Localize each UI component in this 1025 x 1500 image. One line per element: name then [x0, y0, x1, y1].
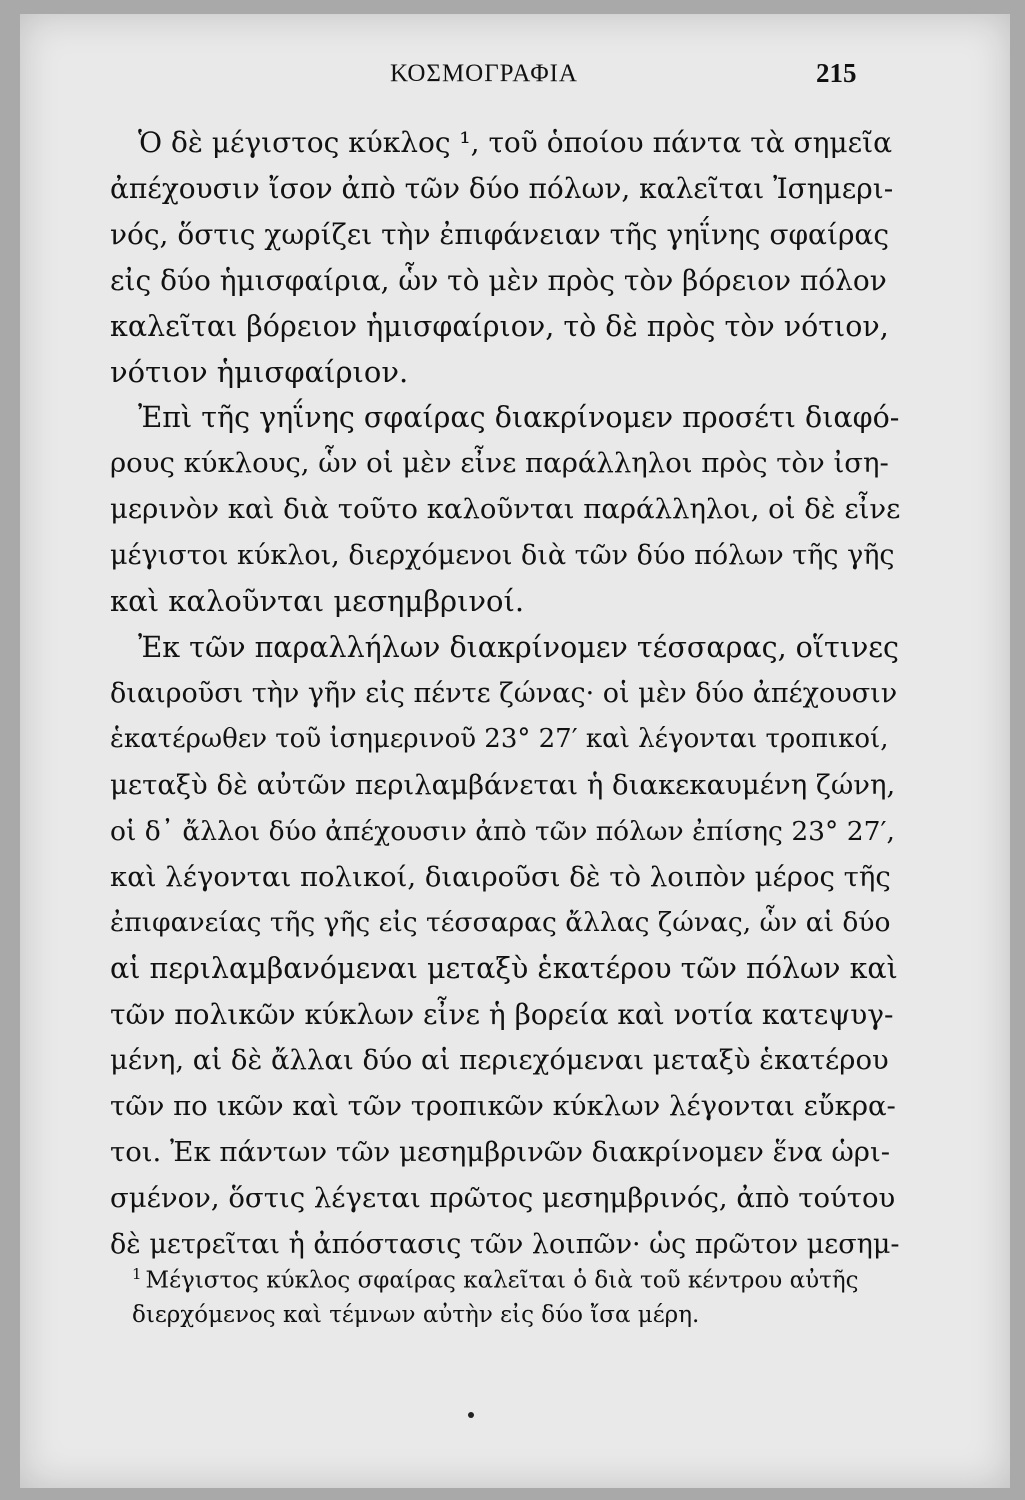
- text-line: μέγιστοι κύκλοι, διερχόμενοι διὰ τῶν δύο πόλων τῆς γῆς: [110, 540, 895, 572]
- text-line: δὲ μετρεῖται ἡ ἀπόστασις τῶν λοιπῶν· ὡς πρῶτον μεσημ-: [110, 1228, 900, 1260]
- text-line: οἱ δ᾽ ἄλλοι δύο ἀπέχουσιν ἀπὸ τῶν πόλων ἐπίσης 23° 27′,: [110, 815, 895, 847]
- footnote-line: διερχόμενος καὶ τέμνων αὐτὴν εἰς δύο ἴσα μέρη.: [132, 1301, 700, 1328]
- text-line: τοι. Ἐκ πάντων τῶν μεσημβρινῶν διακρίνομεν ἕνα ὡρι-: [110, 1135, 891, 1168]
- text-line: σμένον, ὅστις λέγεται πρῶτος μεσημβρινός, ἀπὸ τούτου: [110, 1181, 896, 1214]
- text-line: ἀπέχουσιν ἴσον ἀπὸ τῶν δύο πόλων, καλεῖται Ἰσημερι-: [110, 171, 894, 205]
- text-line: νός, ὅστις χωρίζει τὴν ἐπιφάνειαν τῆς γηΐνης σφαίρας: [110, 217, 889, 251]
- running-title: ΚΟΣΜΟΓΡΑΦΙΑ: [390, 60, 578, 87]
- text-line: μεταξὺ δὲ αὐτῶν περιλαμβάνεται ἡ διακεκαυμένη ζώνη,: [110, 768, 896, 801]
- text-line: Ἐπὶ τῆς γηΐνης σφαίρας διακρίνομεν προσέτι διαφό-: [138, 401, 900, 435]
- text-line: νότιον ἡμισφαίριον.: [110, 354, 409, 389]
- text-line: Ἐκ τῶν παραλλήλων διακρίνομεν τέσσαρας, οἵτινες: [138, 630, 900, 664]
- footnote-marker: 1: [132, 1265, 142, 1283]
- running-head: [20, 60, 1010, 100]
- body-text: [110, 120, 900, 1268]
- book-page: [20, 14, 1010, 1488]
- footnote-text: Μέγιστος κύκλος σφαίρας καλεῖται ὁ διὰ τοῦ κέντρου αὐτῆς: [145, 1267, 859, 1294]
- text-line: ἐπιφανείας τῆς γῆς εἰς τέσσαρας ἄλλας ζώνας, ὧν αἱ δύο: [110, 907, 891, 939]
- text-line: Ὁ δὲ μέγιστος κύκλος ¹, τοῦ ὁποίου πάντα τὰ σημεῖα: [138, 126, 892, 159]
- footnote: [132, 1257, 922, 1332]
- text-line: καὶ λέγονται πολικοί, διαιροῦσι δὲ τὸ λοιπὸν μέρος τῆς: [110, 860, 891, 893]
- footnote-line: [132, 1257, 922, 1298]
- text-line: καὶ καλοῦνται μεσημβρινοί.: [110, 584, 525, 619]
- text-line: διαιροῦσι τὴν γῆν εἰς πέντε ζώνας· οἱ μὲν δύο ἀπέχουσιν: [110, 677, 898, 709]
- text-line: τῶν πολικῶν κύκλων εἶνε ἡ βορεία καὶ νοτία κατεψυγ-: [110, 998, 894, 1032]
- text-line: αἱ περιλαμβανόμεναι μεταξὺ ἑκατέρου τῶν πόλων καὶ: [110, 952, 898, 986]
- paragraph-zones: [110, 625, 900, 1268]
- text-line: ρους κύκλους, ὧν οἱ μὲν εἶνε παράλληλοι πρὸς τὸν ἰση-: [110, 447, 889, 480]
- paragraph-circles: [110, 395, 900, 625]
- text-line: ἑκατέρωθεν τοῦ ἰσημερινοῦ 23° 27′ καὶ λέγονται τροπικοί,: [110, 723, 889, 754]
- text-line: μερινὸν καὶ διὰ τοῦτο καλοῦνται παράλληλοι, οἱ δὲ εἶνε: [110, 493, 901, 526]
- paragraph-equator: [110, 120, 900, 395]
- page-number: 215: [816, 58, 857, 88]
- text-line: τῶν πο ικῶν καὶ τῶν τροπικῶν κύκλων λέγονται εὔκρα-: [110, 1090, 896, 1123]
- text-line: εἰς δύο ἡμισφαίρια, ὧν τὸ μὲν πρὸς τὸν βόρειον πόλον: [110, 263, 887, 297]
- text-line: μένη, αἱ δὲ ἄλλαι δύο αἱ περιεχόμεναι μεταξὺ ἑκατέρου: [110, 1044, 889, 1077]
- text-line: καλεῖται βόρειον ἡμισφαίριον, τὸ δὲ πρὸς τὸν νότιον,: [110, 309, 889, 343]
- ink-speck: [468, 1412, 474, 1418]
